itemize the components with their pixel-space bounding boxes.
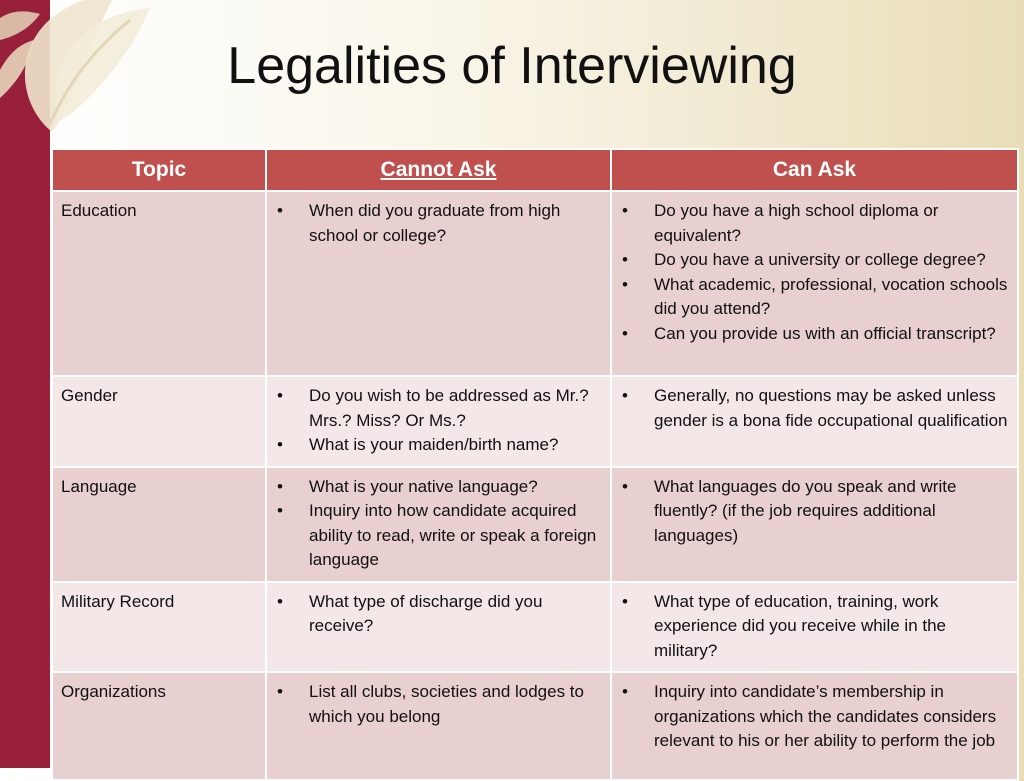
topic-cell: Education (52, 191, 266, 376)
topic-cell: Language (52, 467, 266, 582)
slide-title: Legalities of Interviewing (227, 37, 797, 95)
header-cannot-ask (266, 149, 611, 191)
list-item: • When did you graduate from high school or college? (275, 199, 602, 248)
topic-cell: Gender (52, 376, 266, 467)
can-ask-cell (611, 467, 1018, 582)
can-ask-cell (611, 191, 1018, 376)
list-item: • Do you wish to be addressed as Mr.? Mrs.? Miss? Or Ms.? (275, 384, 602, 433)
table-row-military-record (52, 582, 1018, 673)
list-item: • Do you have a high school diploma or equivalent? (620, 199, 1009, 248)
list-item: • Can you provide us with an official transcript? (620, 322, 1009, 347)
list-item: • Inquiry into how candidate acquired ability to read, write or speak a foreign language (275, 499, 602, 573)
header-topic: Topic (52, 149, 266, 191)
topic-cell: Organizations (52, 672, 266, 780)
list-item: • What type of discharge did you receive? (275, 590, 602, 639)
list-item: • What languages do you speak and write fluently? (if the job requires additional languages) (620, 475, 1009, 549)
can-ask-cell (611, 582, 1018, 673)
cannot-ask-label: Cannot Ask (380, 158, 497, 181)
list-item: • What is your maiden/birth name? (275, 433, 602, 458)
topic-cell: Military Record (52, 582, 266, 673)
list-item: • Generally, no questions may be asked unless gender is a bona fide occupational qualification (620, 384, 1009, 433)
cannot-ask-cell (266, 582, 611, 673)
can-ask-cell (611, 376, 1018, 467)
table-row-gender (52, 376, 1018, 467)
table-row-education (52, 191, 1018, 376)
list-item: • List all clubs, societies and lodges to which you belong (275, 680, 602, 729)
can-ask-cell (611, 672, 1018, 780)
list-item: • Do you have a university or college degree? (620, 248, 1009, 273)
list-item: • What academic, professional, vocation schools did you attend? (620, 273, 1009, 322)
table-header-row (52, 149, 1018, 191)
cannot-ask-cell (266, 376, 611, 467)
cannot-ask-cell (266, 467, 611, 582)
header-can-ask: Can Ask (611, 149, 1018, 191)
cannot-ask-cell (266, 672, 611, 780)
table-row-language (52, 467, 1018, 582)
list-item: • What type of education, training, work experience did you receive while in the military? (620, 590, 1009, 664)
cannot-ask-cell (266, 191, 611, 376)
interview-legality-table (51, 148, 1019, 781)
table-row-organizations (52, 672, 1018, 780)
list-item: • Inquiry into candidate’s membership in organizations which the candidates considers relevant to his or her ability to perform the job (620, 680, 1009, 754)
list-item: • What is your native language? (275, 475, 602, 500)
